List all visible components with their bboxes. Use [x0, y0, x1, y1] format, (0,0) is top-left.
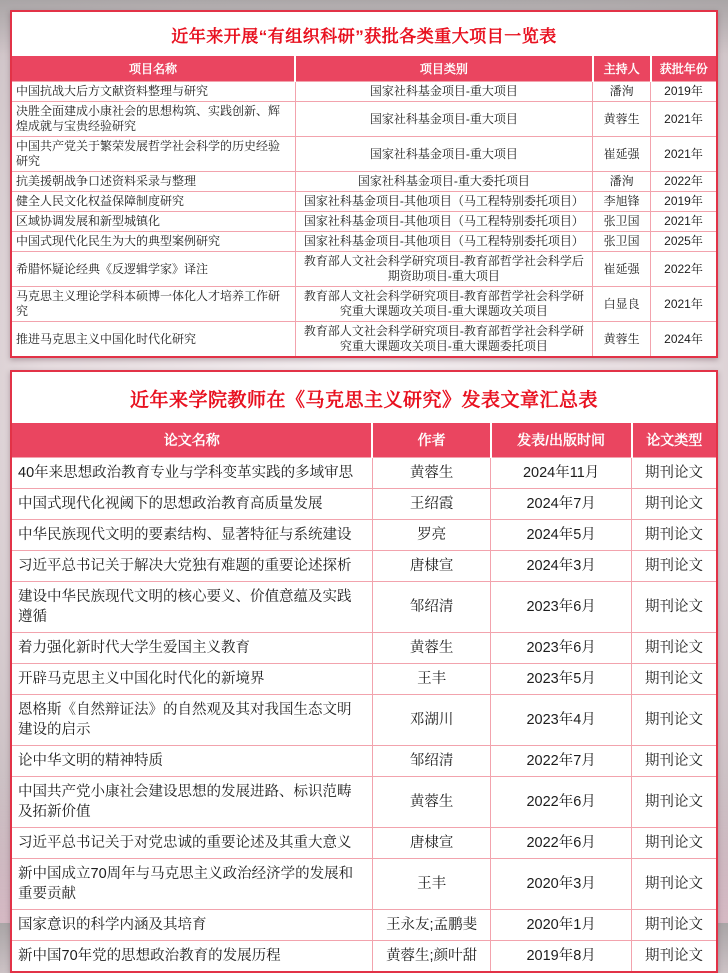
table-cell: 国家社科基金项目-重大项目	[295, 137, 593, 172]
table-cell: 黄蓉生	[372, 633, 490, 664]
project-table-body	[12, 82, 716, 357]
table-cell: 王丰	[372, 664, 490, 695]
column-header: 项目名称	[12, 56, 295, 82]
table-row	[12, 458, 716, 489]
paper-table-card	[10, 370, 718, 973]
table-cell: 推进马克思主义中国化时代化研究	[12, 322, 295, 357]
table-cell: 黄蓉生	[372, 458, 490, 489]
paper-table	[12, 423, 716, 971]
table-cell: 2021年	[651, 102, 717, 137]
table-cell: 2023年4月	[491, 695, 632, 746]
column-header: 获批年份	[651, 56, 717, 82]
table-row	[12, 828, 716, 859]
column-header: 论文类型	[632, 423, 716, 458]
table-cell: 期刊论文	[632, 859, 716, 910]
table-cell: 开辟马克思主义中国化时代化的新境界	[12, 664, 372, 695]
table-row	[12, 172, 716, 192]
table-cell: 40年来思想政治教育专业与学科变革实践的多域审思	[12, 458, 372, 489]
table-row	[12, 633, 716, 664]
table-row	[12, 664, 716, 695]
column-header: 主持人	[593, 56, 651, 82]
table-cell: 教育部人文社会科学研究项目-教育部哲学社会科学后期资助项目-重大项目	[295, 252, 593, 287]
table-cell: 邹绍清	[372, 582, 490, 633]
table-cell: 潘洵	[593, 172, 651, 192]
table-cell: 中华民族现代文明的要素结构、显著特征与系统建设	[12, 520, 372, 551]
table-cell: 2024年5月	[491, 520, 632, 551]
table-cell: 期刊论文	[632, 633, 716, 664]
table-cell: 张卫国	[593, 232, 651, 252]
table-cell: 黄蓉生	[593, 102, 651, 137]
table-row	[12, 941, 716, 972]
table-cell: 期刊论文	[632, 695, 716, 746]
table-row	[12, 489, 716, 520]
table-cell: 黄蓉生;颜叶甜	[372, 941, 490, 972]
table-cell: 2023年6月	[491, 582, 632, 633]
table-cell: 李旭锋	[593, 192, 651, 212]
table-cell: 2019年	[651, 192, 717, 212]
table-cell: 期刊论文	[632, 777, 716, 828]
table-cell: 2021年	[651, 287, 717, 322]
table-cell: 国家社科基金项目-其他项目（马工程特别委托项目）	[295, 192, 593, 212]
table-cell: 2021年	[651, 137, 717, 172]
table-cell: 论中华文明的精神特质	[12, 746, 372, 777]
project-table	[12, 56, 716, 356]
table-cell: 习近平总书记关于对党忠诚的重要论述及其重大意义	[12, 828, 372, 859]
table-cell: 国家意识的科学内涵及其培育	[12, 910, 372, 941]
table-row	[12, 695, 716, 746]
table-cell: 邹绍清	[372, 746, 490, 777]
table-cell: 期刊论文	[632, 551, 716, 582]
paper-table-body	[12, 458, 716, 972]
table-row	[12, 859, 716, 910]
column-header: 论文名称	[12, 423, 372, 458]
table-cell: 王绍霞	[372, 489, 490, 520]
table-cell: 决胜全面建成小康社会的思想构筑、实践创新、辉煌成就与宝贵经验研究	[12, 102, 295, 137]
table-cell: 罗亮	[372, 520, 490, 551]
table-cell: 新中国70年党的思想政治教育的发展历程	[12, 941, 372, 972]
table-cell: 中国共产党小康社会建设思想的发展进路、标识范畴及拓新价值	[12, 777, 372, 828]
table-cell: 中国抗战大后方文献资料整理与研究	[12, 82, 295, 102]
project-table-title: 近年来开展“有组织科研”获批各类重大项目一览表	[171, 27, 557, 46]
table-cell: 希腊怀疑论经典《反逻辑学家》译注	[12, 252, 295, 287]
table-cell: 期刊论文	[632, 582, 716, 633]
table-row	[12, 551, 716, 582]
table-cell: 着力强化新时代大学生爱国主义教育	[12, 633, 372, 664]
table-cell: 张卫国	[593, 212, 651, 232]
table-cell: 崔延强	[593, 252, 651, 287]
table-cell: 中国共产党关于繁荣发展哲学社会科学的历史经验研究	[12, 137, 295, 172]
table-cell: 恩格斯《自然辩证法》的自然观及其对我国生态文明建设的启示	[12, 695, 372, 746]
table-cell: 中国式现代化民生为大的典型案例研究	[12, 232, 295, 252]
table-cell: 2024年11月	[491, 458, 632, 489]
table-cell: 2023年6月	[491, 633, 632, 664]
table-row	[12, 82, 716, 102]
table-row	[12, 212, 716, 232]
table-cell: 2025年	[651, 232, 717, 252]
table-row	[12, 746, 716, 777]
table-cell: 期刊论文	[632, 910, 716, 941]
table-cell: 健全人民文化权益保障制度研究	[12, 192, 295, 212]
table-cell: 国家社科基金项目-重大项目	[295, 102, 593, 137]
project-table-card	[10, 10, 718, 358]
table-cell: 黄蓉生	[593, 322, 651, 357]
table-cell: 期刊论文	[632, 828, 716, 859]
paper-table-title: 近年来学院教师在《马克思主义研究》发表文章汇总表	[129, 390, 598, 411]
table-cell: 王永友;孟鹏斐	[372, 910, 490, 941]
table-cell: 期刊论文	[632, 458, 716, 489]
project-table-header-row	[12, 56, 716, 82]
table-cell: 教育部人文社会科学研究项目-教育部哲学社会科学研究重大课题攻关项目-重大课题委托项目	[295, 322, 593, 357]
table-cell: 2020年1月	[491, 910, 632, 941]
table-cell: 建设中华民族现代文明的核心要义、价值意蕴及实践遵循	[12, 582, 372, 633]
table-cell: 王丰	[372, 859, 490, 910]
table-cell: 2022年	[651, 172, 717, 192]
table-cell: 2022年7月	[491, 746, 632, 777]
table-cell: 国家社科基金项目-其他项目（马工程特别委托项目）	[295, 232, 593, 252]
table-cell: 2022年	[651, 252, 717, 287]
table-cell: 国家社科基金项目-其他项目（马工程特别委托项目）	[295, 212, 593, 232]
table-cell: 马克思主义理论学科本硕博一体化人才培养工作研究	[12, 287, 295, 322]
column-header: 作者	[372, 423, 490, 458]
table-cell: 黄蓉生	[372, 777, 490, 828]
table-cell: 期刊论文	[632, 489, 716, 520]
table-cell: 唐棣宣	[372, 551, 490, 582]
table-cell: 国家社科基金项目-重大委托项目	[295, 172, 593, 192]
table-cell: 唐棣宣	[372, 828, 490, 859]
table-cell: 2020年3月	[491, 859, 632, 910]
table-row	[12, 252, 716, 287]
table-row	[12, 192, 716, 212]
table-cell: 中国式现代化视阈下的思想政治教育高质量发展	[12, 489, 372, 520]
table-cell: 2024年7月	[491, 489, 632, 520]
table-cell: 邓湖川	[372, 695, 490, 746]
table-row	[12, 582, 716, 633]
table-row	[12, 137, 716, 172]
table-cell: 潘洵	[593, 82, 651, 102]
table-cell: 2019年	[651, 82, 717, 102]
table-cell: 期刊论文	[632, 941, 716, 972]
table-row	[12, 232, 716, 252]
table-cell: 习近平总书记关于解决大党独有难题的重要论述探析	[12, 551, 372, 582]
paper-table-header-row	[12, 423, 716, 458]
table-cell: 区域协调发展和新型城镇化	[12, 212, 295, 232]
table-row	[12, 777, 716, 828]
table-row	[12, 520, 716, 551]
table-row	[12, 910, 716, 941]
table-cell: 2024年	[651, 322, 717, 357]
column-header: 发表/出版时间	[491, 423, 632, 458]
table-cell: 国家社科基金项目-重大项目	[295, 82, 593, 102]
table-cell: 2022年6月	[491, 828, 632, 859]
table-cell: 白显良	[593, 287, 651, 322]
table-cell: 期刊论文	[632, 746, 716, 777]
table-row	[12, 287, 716, 322]
table-row	[12, 102, 716, 137]
table-cell: 2021年	[651, 212, 717, 232]
table-cell: 期刊论文	[632, 520, 716, 551]
table-cell: 2024年3月	[491, 551, 632, 582]
table-cell: 期刊论文	[632, 664, 716, 695]
table-cell: 教育部人文社会科学研究项目-教育部哲学社会科学研究重大课题攻关项目-重大课题攻关项目	[295, 287, 593, 322]
table-cell: 抗美援朝战争口述资料采录与整理	[12, 172, 295, 192]
table-row	[12, 322, 716, 357]
table-cell: 2019年8月	[491, 941, 632, 972]
table-cell: 新中国成立70周年与马克思主义政治经济学的发展和重要贡献	[12, 859, 372, 910]
table-cell: 2023年5月	[491, 664, 632, 695]
table-cell: 2022年6月	[491, 777, 632, 828]
column-header: 项目类别	[295, 56, 593, 82]
table-cell: 崔延强	[593, 137, 651, 172]
